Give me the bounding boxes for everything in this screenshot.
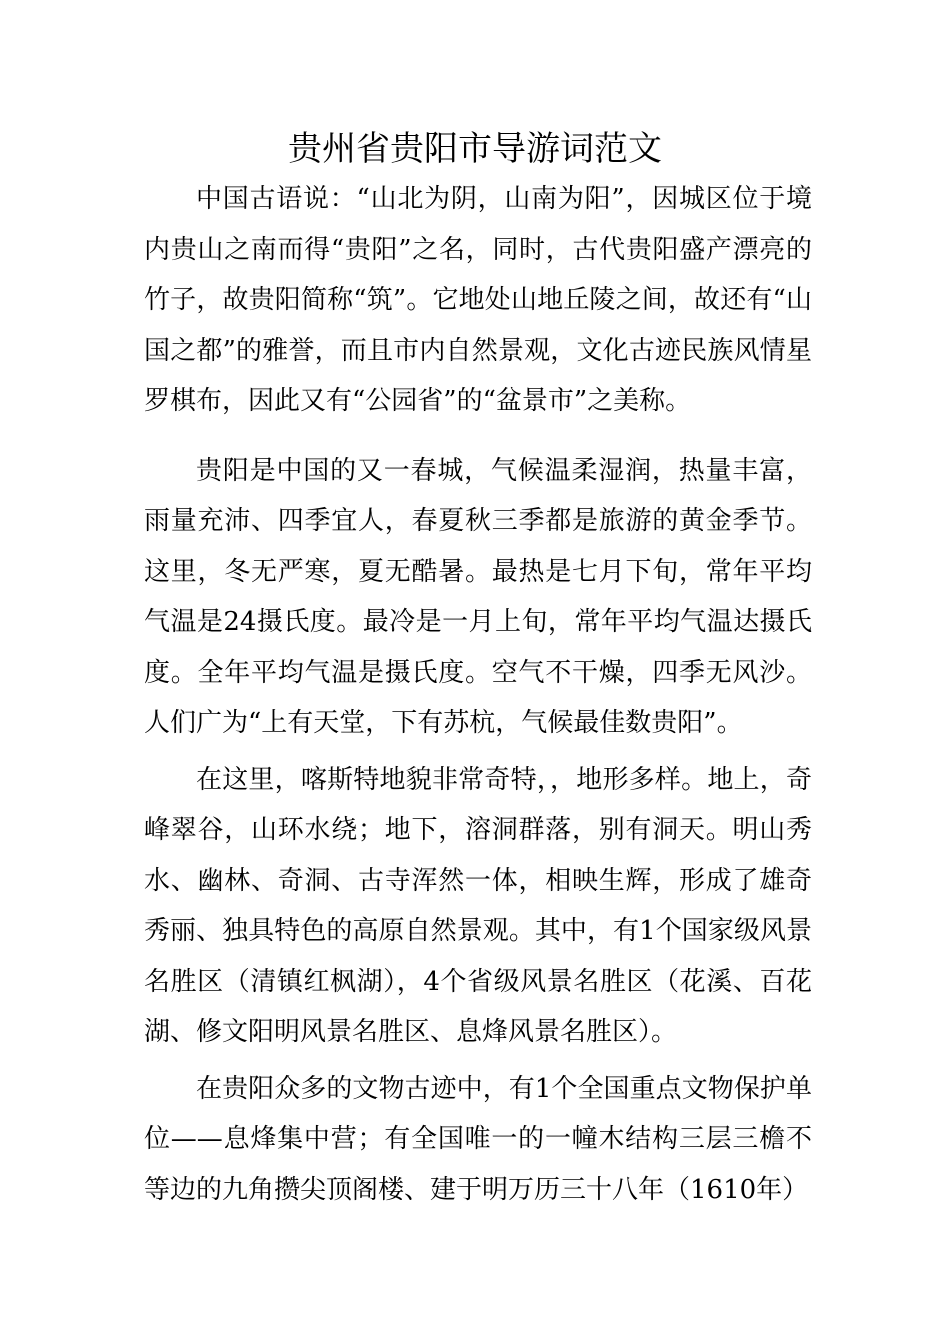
- paragraph-2: 贵阳是中国的又一春城，气候温柔湿润，热量丰富，雨量充沛、四季宜人，春夏秋三季都是旅游的黄金季节。这里，冬无严寒，夏无酷暑。最热是七月下旬，常年平均气温是24摄氏度。最冷是一月上旬，常年平均气温达摄氏度。全年平均气温是摄氏度。空气不干燥，四季无风沙。人们广为“上有天堂，下有苏杭，气候最佳数贵阳”。: [144, 455, 812, 738]
- document-title: 贵州省贵阳市导游词范文: [288, 129, 662, 169]
- document-body: [144, 174, 812, 1215]
- paragraph-3: 在这里，喀斯特地貌非常奇特，，地形多样。地上，奇峰翠谷，山环水绕；地下，溶洞群落，别有洞天。明山秀水、幽林、奇洞、古寺浑然一体，相映生辉，形成了雄奇秀丽、独具特色的高原自然景观。其中，有1个国家级风景名胜区（清镇红枫湖），4个省级风景名胜区（花溪、百花湖、修文阳明风景名胜区、息烽风景名胜区）。: [144, 764, 812, 1047]
- paragraph-4: 在贵阳众多的文物古迹中，有1个全国重点文物保护单位——息烽集中营；有全国唯一的一幢木结构三层三檐不等边的九角攒尖顶阁楼、建于明万历三十八年（1610年）: [144, 1073, 812, 1205]
- paragraph-1: 中国古语说：“山北为阴，山南为阳”，因城区位于境内贵山之南而得“贵阳”之名，同时，古代贵阳盛产漂亮的竹子，故贵阳简称“筑”。它地处山地丘陵之间，故还有“山国之都”的雅誉，而且市内自然景观，文化古迹民族风情星罗棋布，因此又有“公园省”的“盆景市”之美称。: [144, 184, 812, 416]
